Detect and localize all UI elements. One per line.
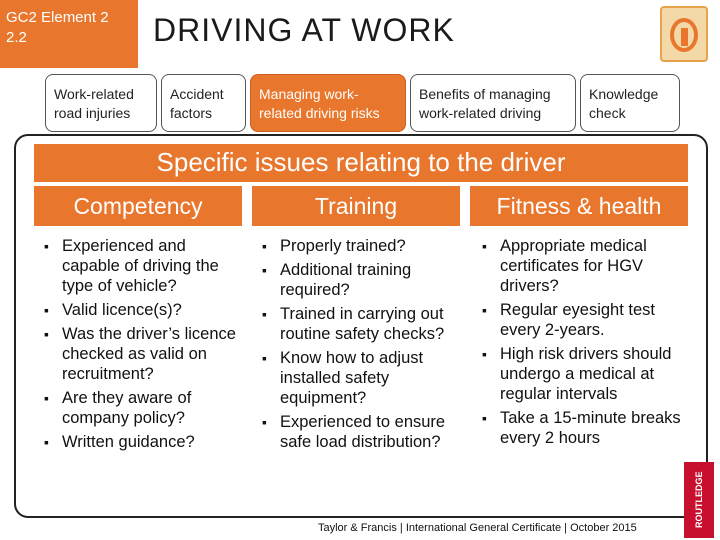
- publisher-logo: ROUTLEDGE: [684, 462, 714, 538]
- tab-benefits-of-managing[interactable]: [410, 74, 576, 132]
- tab-label-line-1: Benefits of managing: [419, 86, 551, 102]
- list-item: ▪ Experienced to ensure safe load distribution?: [262, 412, 452, 452]
- list-item: ▪ Know how to adjust installed safety equipment?: [262, 348, 452, 408]
- info-i-logo-icon: [660, 6, 708, 62]
- tab-label-line-2: related driving risks: [259, 105, 380, 121]
- tab-knowledge-check[interactable]: [580, 74, 680, 132]
- tab-bar: [0, 74, 720, 134]
- list-item: ▪ Experienced and capable of driving the type of vehicle?: [44, 236, 240, 296]
- tab-label-line-2: work-related driving: [419, 105, 542, 121]
- column-heading-fitness-health: Fitness & health: [470, 186, 688, 226]
- tab-label-line-1: Work-related: [54, 86, 134, 102]
- list-item: ▪ Trained in carrying out routine safety checks?: [262, 304, 452, 344]
- tab-label-line-2: check: [589, 105, 626, 121]
- list-item: ▪ High risk drivers should undergo a medical at regular intervals: [482, 344, 688, 404]
- list-item: ▪ Are they aware of company policy?: [44, 388, 240, 428]
- badge-line-1: GC2 Element 2: [6, 9, 109, 26]
- list-item: ▪ Was the driver’s licence checked as valid on recruitment?: [44, 324, 240, 384]
- list-item: ▪ Take a 15-minute breaks every 2 hours: [482, 408, 688, 448]
- page-title: DRIVING AT WORK: [153, 12, 455, 48]
- tab-label-line-1: Accident: [170, 86, 224, 102]
- section-badge: [0, 0, 138, 68]
- tab-label-line-1: Managing work-: [259, 86, 359, 102]
- footer-credit: Taylor & Francis | International General Certificate | October 2015: [318, 522, 637, 534]
- list-item: ▪ Regular eyesight test every 2-years.: [482, 300, 688, 340]
- list-item: ▪ Valid licence(s)?: [44, 300, 240, 320]
- tab-managing-work-related-driving-risks[interactable]: [250, 74, 406, 132]
- list-item: ▪ Appropriate medical certificates for HGV drivers?: [482, 236, 688, 296]
- list-item: ▪ Additional training required?: [262, 260, 452, 300]
- list-item: ▪ Written guidance?: [44, 432, 240, 452]
- fitness-health-list: [482, 236, 688, 452]
- column-heading-training: Training: [252, 186, 460, 226]
- tab-label-line-2: road injuries: [54, 105, 131, 121]
- tab-accident-factors[interactable]: [161, 74, 246, 132]
- list-item: ▪ Properly trained?: [262, 236, 452, 256]
- tab-work-related-road-injuries[interactable]: [45, 74, 157, 132]
- training-list: [262, 236, 452, 456]
- competency-list: [44, 236, 240, 456]
- badge-line-2: 2.2: [6, 29, 27, 46]
- section-banner: Specific issues relating to the driver: [34, 144, 688, 182]
- tab-label-line-1: Knowledge: [589, 86, 659, 102]
- column-heading-competency: Competency: [34, 186, 242, 226]
- tab-label-line-2: factors: [170, 105, 213, 121]
